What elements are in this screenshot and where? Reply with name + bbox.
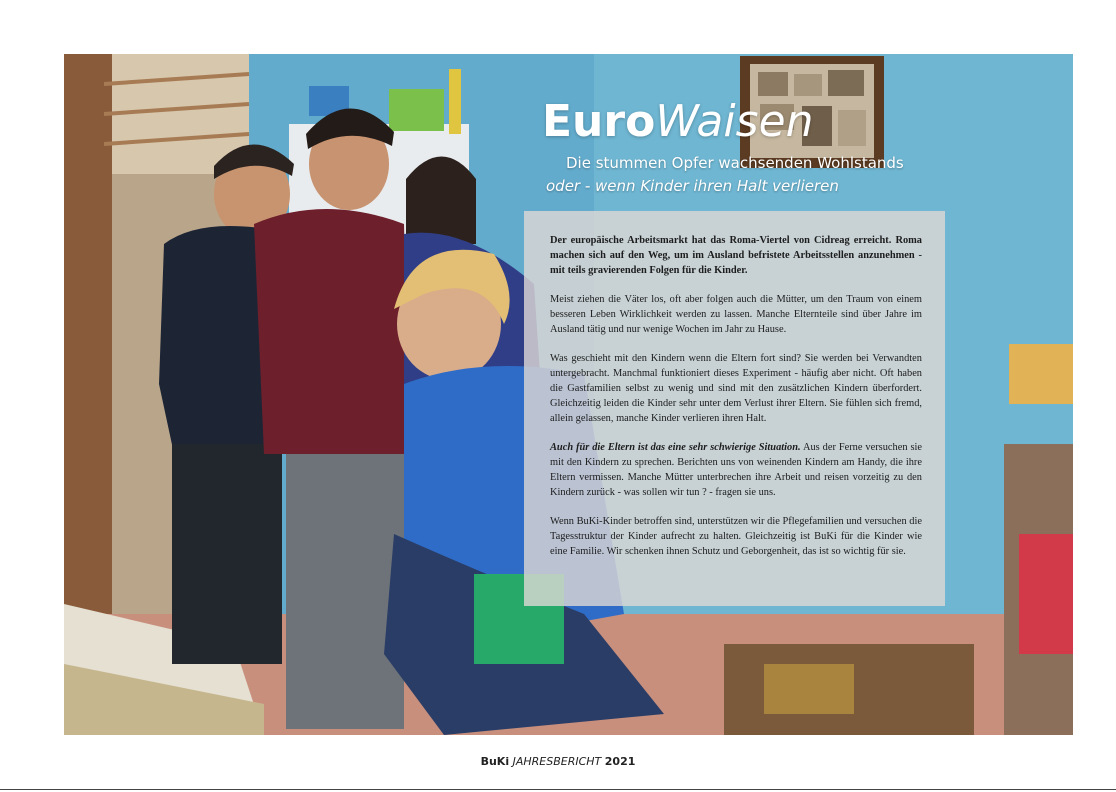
footer-label: JAHRESBERICHT: [512, 755, 602, 768]
page-title: [542, 96, 813, 148]
article-paragraph-3-emphasis: Auch für die Eltern ist das eine sehr schwierige Situation.: [550, 442, 801, 453]
page-footer: [0, 755, 1116, 768]
subtitle: Die stummen Opfer wachsenden Wohlstands: [566, 154, 904, 172]
bottom-rule: [0, 789, 1116, 790]
title-part-waisen: Waisen: [655, 96, 814, 147]
article-lead: Der europäische Arbeitsmarkt hat das Roma-Viertel von Cidreag erreicht. Roma machen sich auf den Weg, um im Ausland befristete Arbeitsstellen anzunehmen - mit teils gravierenden Folgen für die Kinder.: [550, 235, 922, 276]
article-paragraph-2: Was geschieht mit den Kindern wenn die Eltern fort sind? Sie werden bei Verwandten untergebracht. Manchmal funktioniert dieses Experiment - häufig aber nicht. Oft haben die Gastfamilien selbst zu wenig und sind mit den zusätzlichen Kindern überfordert. Gleichzeitig leiden die Kinder sehr unter dem Verlust ihrer Eltern. Sie fühlen sich fremd, allein gelassen, manche Kinder verlieren ihren Halt.: [550, 353, 922, 424]
article-paragraph-3-text: Aus der Ferne versuchen sie mit den Kindern zu sprechen. Berichten uns von weinenden Kindern am Handy, die ihre Eltern vermissen. Manche Mütter unterbrechen ihre Arbeit und reisen vorzeitig zu den Kindern zurück - was sollen wir tun ? - fragen sie uns.: [550, 442, 923, 498]
article-paragraph-4: Wenn BuKi-Kinder betroffen sind, unterstützen wir die Pflegefamilien und versuchen die Tagesstruktur der Kinder aufrecht zu halten. Gleichzeitig ist BuKi für die Kinder wie eine Familie. Wir schenken ihnen Schutz und Geborgenheit, das ist so wichtig für sie.: [550, 516, 922, 557]
title-part-euro: Euro: [542, 96, 656, 147]
article-panel: [524, 211, 945, 606]
footer-brand: BuKi: [480, 755, 510, 768]
article-paragraph-3: [550, 440, 922, 500]
article-paragraph-1: Meist ziehen die Väter los, oft aber folgen auch die Mütter, um den Traum von einem besseren Leben Wirklichkeit werden zu lassen. Manche Elternteile sind über Jahre im Ausland tätig und nur wenige Wochen im Jahr zu Hause.: [550, 294, 922, 335]
footer-year: 2021: [604, 755, 636, 768]
subtitle-italic: oder - wenn Kinder ihren Halt verlieren: [546, 177, 839, 195]
